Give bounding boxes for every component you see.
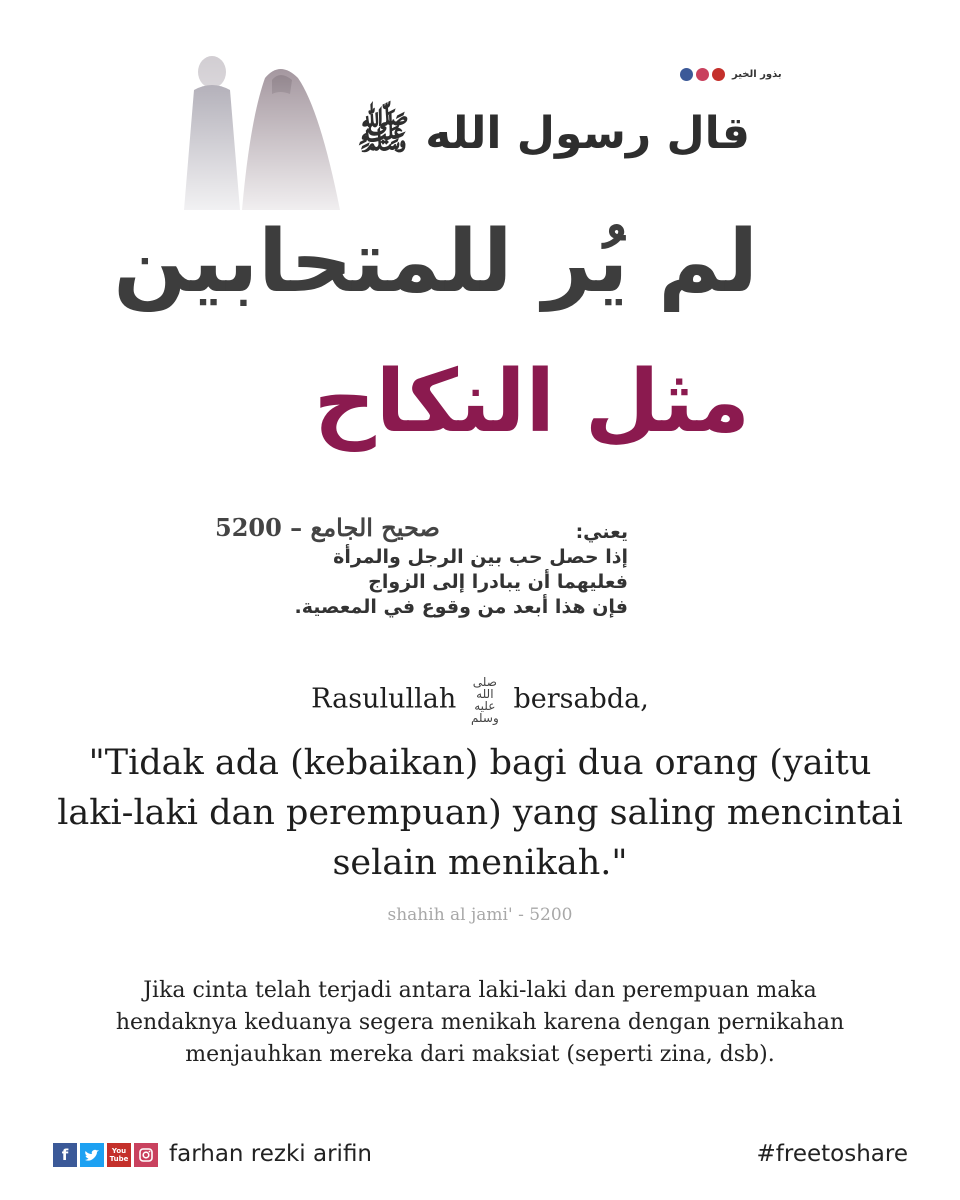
explanation-text xyxy=(60,975,900,1071)
hadith-source: shahih al jami' - 5200 xyxy=(387,905,573,925)
arabic-explanation-line: يعني: xyxy=(575,521,628,543)
arabic-title-line1: لم يُر للمتحابين xyxy=(113,212,758,312)
hashtag: #freetoshare xyxy=(756,1141,908,1167)
rasul-verb: bersabda, xyxy=(513,683,649,715)
facebook-icon xyxy=(680,68,693,81)
social-icons xyxy=(53,1143,158,1167)
quote-line: "Tidak ada (kebaikan) bagi dua orang (yaitu xyxy=(88,743,872,783)
arabic-explanation-line: فإن هذا أبعد من وقوع في المعصية. xyxy=(294,596,628,618)
couple-illustration xyxy=(180,50,350,210)
arabic-explanation-line: فعليهما أن يبادرا إلى الزواج xyxy=(368,571,628,593)
explanation-line: Jika cinta telah terjadi antara laki-laki dan perempuan maka xyxy=(143,978,817,1003)
arabic-explanation-line: إذا حصل حب بين الرجل والمرأة xyxy=(333,546,628,568)
quote-line: laki-laki dan perempuan) yang saling mencintai xyxy=(57,793,903,833)
honorific-glyph: صلى الله عليه وسلم xyxy=(470,675,499,725)
hadith-quote xyxy=(40,738,920,888)
rasul-name: Rasulullah xyxy=(311,683,457,715)
rasul-intro xyxy=(0,676,960,724)
arabic-intro: قال رسول الله ﷺ xyxy=(356,108,750,159)
brand-badge xyxy=(680,64,788,84)
facebook-icon[interactable]: f xyxy=(53,1143,77,1167)
quote-line: selain menikah." xyxy=(332,843,628,883)
explanation-line: menjauhkan mereka dari maksiat (seperti zina, dsb). xyxy=(185,1042,775,1067)
youtube-icon xyxy=(712,68,725,81)
instagram-icon xyxy=(696,68,709,81)
arabic-explanation xyxy=(295,520,628,620)
arabic-title-line2: مثل النكاح xyxy=(313,352,750,452)
author-name: farhan rezki arifin xyxy=(169,1141,373,1167)
youtube-icon[interactable]: You Tube xyxy=(107,1143,131,1167)
instagram-icon[interactable] xyxy=(134,1143,158,1167)
arabic-source: صحيح الجامع – 5200 xyxy=(215,513,440,542)
twitter-icon[interactable] xyxy=(80,1143,104,1167)
brand-label: بذور الخير xyxy=(732,68,782,80)
explanation-line: hendaknya keduanya segera menikah karena dengan pernikahan xyxy=(115,1010,845,1035)
